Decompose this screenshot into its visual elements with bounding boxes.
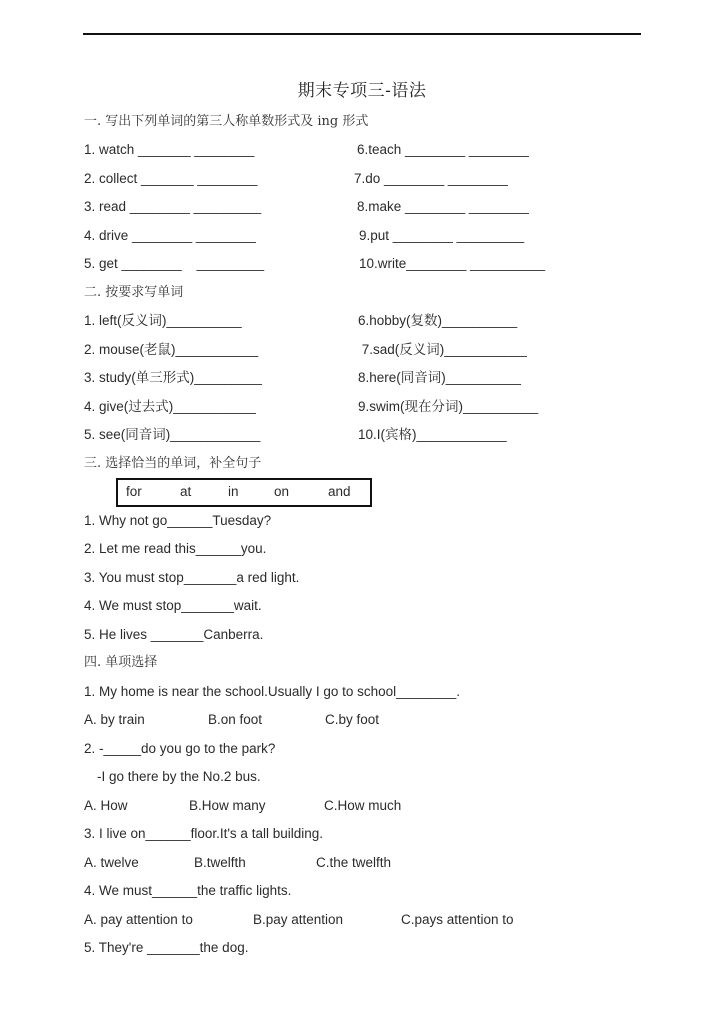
question-5-stem: 5. They're _______the dog.	[84, 940, 249, 955]
question-3-option-c: C.the twelfth	[316, 855, 392, 870]
word-bank-box	[116, 478, 372, 507]
section2-item-2: 2. mouse(老鼠)___________	[84, 342, 259, 357]
question-1-option-c: C.by foot	[325, 712, 380, 727]
question-2-stem-answer: -I go there by the No.2 bus.	[97, 769, 261, 784]
section2-item-1: 1. left(反义词)__________	[84, 313, 242, 328]
word-bank-item: for	[126, 484, 142, 499]
question-4-stem: 4. We must______the traffic lights.	[84, 883, 292, 898]
section3-heading: 三. 选择恰当的单词，补全句子	[84, 456, 262, 471]
word-bank-item: on	[274, 484, 290, 499]
section2-item-8: 8.here(同音词)__________	[358, 370, 521, 385]
question-4-option-c: C.pays attention to	[401, 912, 514, 927]
section2-item-6: 6.hobby(复数)__________	[358, 313, 518, 328]
header-rule	[83, 33, 641, 35]
word-bank-item: at	[180, 484, 192, 499]
question-3-stem: 3. I live on______floor.It's a tall building.	[84, 826, 323, 841]
section1-item-9: 9.put ________ _________	[359, 228, 525, 243]
section1-item-6: 6.teach ________ ________	[357, 142, 529, 157]
section3-item-5: 5. He lives _______Canberra.	[84, 627, 264, 642]
question-3-option-b: B.twelfth	[194, 855, 246, 870]
section1-item-8: 8.make ________ ________	[357, 199, 529, 214]
question-2-stem: 2. -_____do you go to the park?	[84, 741, 276, 756]
section2-item-4: 4. give(过去式)___________	[84, 399, 256, 414]
question-2-option-c: C.How much	[324, 798, 402, 813]
question-2-option-b: B.How many	[189, 798, 266, 813]
section3-item-1: 1. Why not go______Tuesday?	[84, 513, 272, 528]
section3-item-3: 3. You must stop_______a red light.	[84, 570, 300, 585]
section3-item-2: 2. Let me read this______you.	[84, 541, 267, 556]
section2-item-9: 9.swim(现在分词)__________	[358, 399, 539, 414]
section1-item-1: 1. watch _______ ________	[84, 142, 255, 157]
section2-item-7: 7.sad(反义词)___________	[358, 342, 527, 357]
question-2-option-a: A. How	[84, 798, 128, 813]
page-title: 期末专项三-语法	[297, 81, 427, 101]
section1-item-7: 7.do ________ ________	[354, 171, 508, 186]
question-4-option-b: B.pay attention	[253, 912, 344, 927]
question-1-option-b: B.on foot	[208, 712, 263, 727]
question-4-option-a: A. pay attention to	[84, 912, 193, 927]
section1-item-3: 3. read ________ _________	[84, 199, 262, 214]
question-3-option-a: A. twelve	[84, 855, 139, 870]
section2-heading: 二. 按要求写单词	[84, 285, 184, 300]
section4-heading: 四. 单项选择	[84, 655, 158, 670]
word-bank-item: in	[228, 484, 239, 499]
section1-heading: 一. 写出下列单词的第三人称单数形式及 ing 形式	[84, 114, 369, 129]
section2-item-5: 5. see(同音词)____________	[84, 427, 261, 442]
section1-item-2: 2. collect _______ ________	[84, 171, 258, 186]
section1-item-5: 5. get ________ _________	[84, 256, 265, 271]
section2-item-10: 10.I(宾格)____________	[358, 427, 507, 442]
question-1-option-a: A. by train	[84, 712, 145, 727]
question-1-stem: 1. My home is near the school.Usually I go to school________.	[84, 684, 460, 699]
section1-item-10: 10.write________ __________	[359, 256, 546, 271]
section1-item-4: 4. drive ________ ________	[84, 228, 256, 243]
section3-item-4: 4. We must stop_______wait.	[84, 598, 262, 613]
section2-item-3: 3. study(单三形式)_________	[84, 370, 262, 385]
word-bank-item: and	[328, 484, 351, 499]
